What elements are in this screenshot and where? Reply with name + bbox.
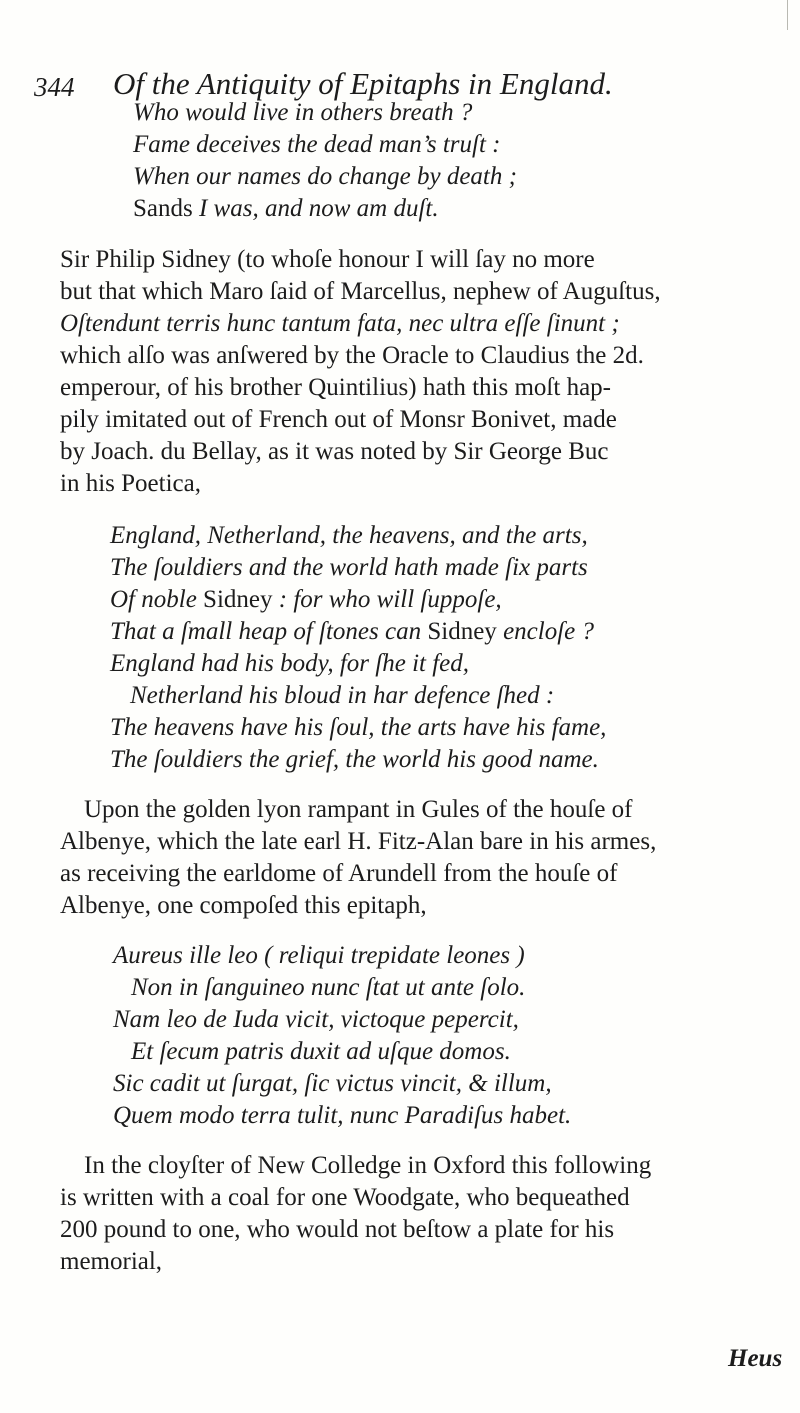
verse-line: Who would live in others breath ? xyxy=(133,99,473,126)
verse-text-roman: Sidney xyxy=(203,586,273,613)
catchword: Heus xyxy=(728,1345,783,1372)
verse-line: Aureus ille leo ( reliqui trepidate leones ) xyxy=(113,942,525,969)
paragraph-line: In the cloyſter of New Colledge in Oxford this following xyxy=(84,1152,652,1179)
verse-line: Sic cadit ut ſurgat, ſic victus vincit, & illum, xyxy=(113,1070,552,1097)
verse-text-italic: encloſe ? xyxy=(496,618,594,645)
verse-line: The heavens have his ſoul, the arts have his fame, xyxy=(110,714,607,741)
paragraph-line: Albenye, one compoſed this epitaph, xyxy=(60,892,427,919)
verse-line: Non in ſanguineo nunc ſtat ut ante ſolo. xyxy=(131,974,526,1001)
verse-text-italic: : for who will ſuppoſe, xyxy=(272,586,502,613)
page-edge-mark xyxy=(787,0,800,30)
verse-line: Fame deceives the dead man’s truſt : xyxy=(133,131,501,158)
verse-line: When our names do change by death ; xyxy=(133,163,517,190)
paragraph-line: Oſtendunt terris hunc tantum fata, nec ultra eſſe ſinunt ; xyxy=(60,310,620,337)
paragraph-line: as receiving the earldome of Arundell from the houſe of xyxy=(60,860,618,887)
paragraph-line: pily imitated out of French out of Monsr Bonivet, made xyxy=(60,406,617,433)
verse-line xyxy=(110,618,594,646)
verse-line: The ſouldiers the grief, the world his good name. xyxy=(110,746,599,773)
paragraph-line: 200 pound to one, who would not beſtow a plate for his xyxy=(60,1216,615,1243)
verse-text-roman: Sands xyxy=(133,195,199,222)
verse-line: Nam leo de Iuda vicit, victoque pepercit, xyxy=(113,1006,519,1033)
paragraph-line: in his Poetica, xyxy=(60,470,201,497)
paragraph-line: Sir Philip Sidney (to whoſe honour I will ſay no more xyxy=(60,246,595,273)
verse-line xyxy=(133,195,439,223)
paragraph-line: by Joach. du Bellay, as it was noted by Sir George Buc xyxy=(60,438,609,465)
verse-line: England, Netherland, the heavens, and the arts, xyxy=(110,522,588,549)
running-title: Of the Antiquity of Epitaphs in England. xyxy=(113,66,613,101)
verse-text-italic: That a ſmall heap of ſtones can xyxy=(110,618,428,645)
paragraph-line: Albenye, which the late earl H. Fitz-Alan bare in his armes, xyxy=(60,828,657,855)
paragraph-line: which alſo was anſwered by the Oracle to Claudius the 2d. xyxy=(60,342,644,369)
verse-line: Quem modo terra tulit, nunc Paradiſus habet. xyxy=(113,1102,572,1129)
verse-line: Et ſecum patris duxit ad uſque domos. xyxy=(131,1038,511,1065)
verse-text-roman: Sidney xyxy=(427,618,497,645)
verse-text-italic: I was, and now am duſt. xyxy=(198,195,439,222)
paragraph-line: emperour, of his brother Quintilius) hath this moſt hap- xyxy=(60,374,611,401)
verse-line: England had his body, for ſhe it fed, xyxy=(110,650,470,677)
page-number: 344 xyxy=(34,72,75,102)
paragraph-line: memorial, xyxy=(60,1248,163,1275)
paragraph-line: is written with a coal for one Woodgate, who bequeathed xyxy=(60,1184,630,1211)
paragraph-line: but that which Maro ſaid of Marcellus, nephew of Auguſtus, xyxy=(60,278,661,305)
verse-line xyxy=(110,586,502,614)
verse-line: Netherland his bloud in har defence ſhed : xyxy=(130,682,555,709)
verse-line: The ſouldiers and the world hath made ſix parts xyxy=(110,554,588,581)
paragraph-line: Upon the golden lyon rampant in Gules of the houſe of xyxy=(84,796,633,823)
verse-text-italic: Of noble xyxy=(110,586,204,613)
